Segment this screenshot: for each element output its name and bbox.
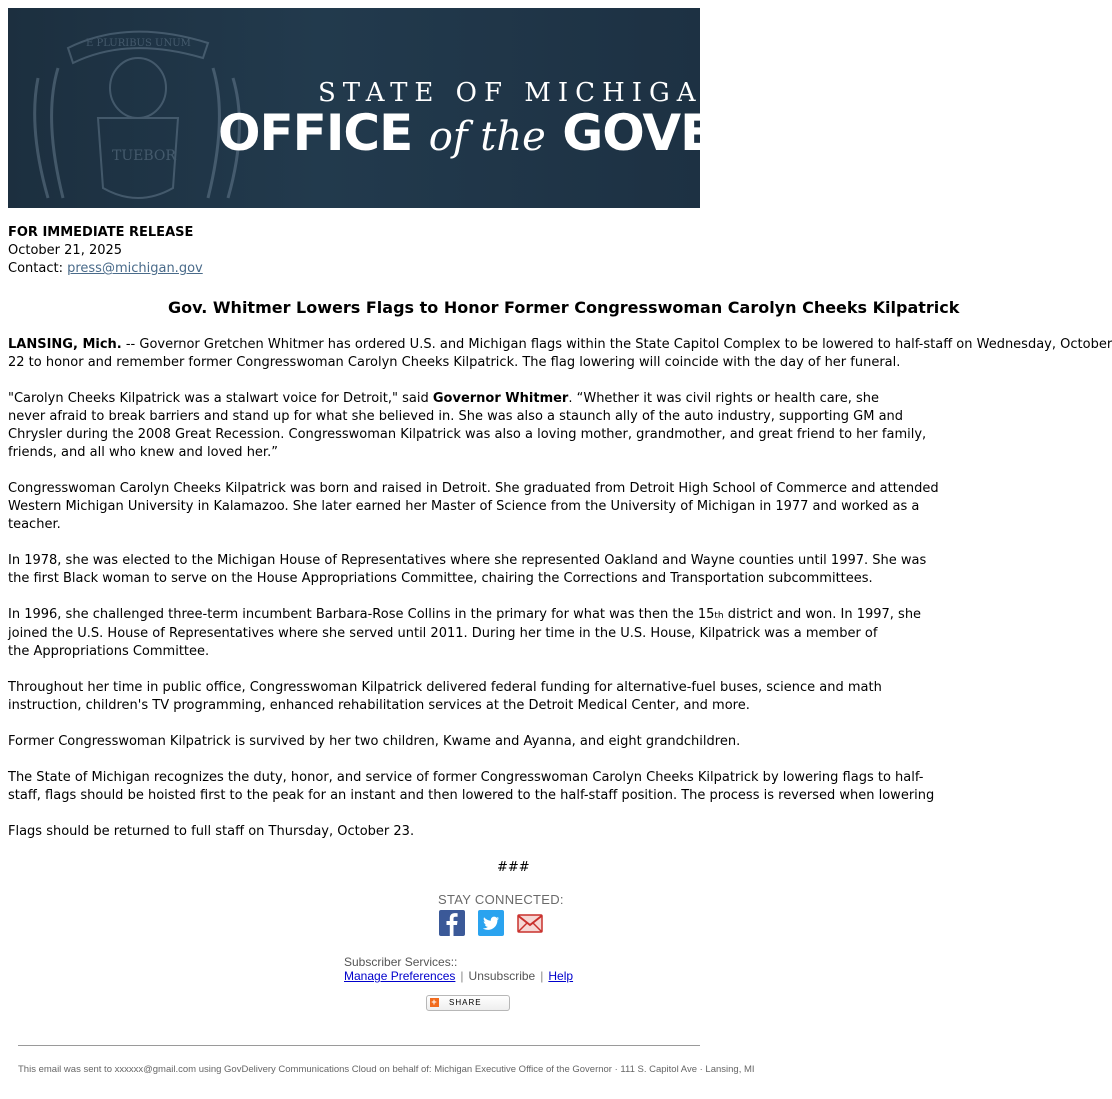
paragraph-9: Flags should be returned to full staff on Thursday, October 23.	[8, 824, 415, 839]
footer-divider	[18, 1045, 700, 1046]
paragraph-5: In 1996, she challenged three-term incumbent Barbara-Rose Collins in the primary for what was then the 15th district and won. In 1997, she joined the U.S. House of Representatives where she served until 2011. During her time in the U.S. House, Kilpatrick was a member of the Appropriations Committee.	[8, 607, 922, 659]
office-title: OFFICE of the GOVERNOR	[218, 104, 871, 162]
paragraph-4: In 1978, she was elected to the Michigan House of Representatives where she represented Oakland and Wayne counties until 1997. She was the first Black woman to serve on the House Appropriations Committee, chairing the Corrections and Transportation subcommittees.	[8, 553, 927, 586]
subscriber-services-label: Subscriber Services::	[344, 955, 458, 969]
email-icon[interactable]	[517, 910, 543, 936]
stay-connected-label: STAY CONNECTED:	[438, 892, 564, 907]
twitter-icon[interactable]	[478, 910, 504, 936]
subscriber-services: Subscriber Services:: Manage Preferences | Unsubscribe | Help	[344, 955, 574, 983]
share-label: SHARE	[449, 998, 482, 1007]
paragraph-7: Former Congresswoman Kilpatrick is survived by her two children, Kwame and Ayanna, and eight grandchildren.	[8, 734, 741, 749]
svg-text:E PLURIBUS UNUM: E PLURIBUS UNUM	[86, 38, 191, 49]
press-release-body	[8, 336, 1112, 859]
svg-text:TUEBOR: TUEBOR	[112, 148, 176, 164]
share-button[interactable]	[426, 995, 510, 1011]
manage-preferences-link[interactable]: Manage Preferences	[344, 969, 456, 983]
paragraph-8: The State of Michigan recognizes the duty, honor, and service of former Congresswoman Carolyn Cheeks Kilpatrick by lowering flags to half- staff, flags should be hoisted first to the peak for an instant and then lowered to the half-staff position. The process is reversed when lowering	[8, 770, 935, 803]
press-release-headline: Gov. Whitmer Lowers Flags to Honor Former Congresswoman Carolyn Cheeks Kilpatrick	[168, 298, 960, 317]
release-date: October 21, 2025	[8, 243, 123, 258]
contact-line: Contact: press@michigan.gov	[8, 261, 203, 276]
paragraph-3: Congresswoman Carolyn Cheeks Kilpatrick was born and raised in Detroit. She graduated from Detroit High School of Commerce and attended Western Michigan University in Kalamazoo. She later earned her Master of Science from the University of Michigan in 1977 and worked as a teacher.	[8, 481, 939, 532]
footer-text: This email was sent to xxxxxx@gmail.com using GovDelivery Communications Cloud on behalf of: Michigan Executive Office of the Governor · 111 S. Capitol Ave · Lansing, MI	[18, 1064, 755, 1075]
paragraph-6: Throughout her time in public office, Congresswoman Kilpatrick delivered federal funding for alternative-fuel buses, science and math instruction, children's TV programming, enhanced rehabilitation services at the Detroit Medical Center, and more.	[8, 680, 882, 713]
paragraph-2: "Carolyn Cheeks Kilpatrick was a stalwart voice for Detroit," said Governor Whitmer. “Whether it was civil rights or health care, she never afraid to break barriers and stand up for what she believed in. She was also a staunch ally of the auto industry, supporting GM and Chrysler during the 2008 Great Recession. Congresswoman Kilpatrick was also a loving mother, grandmother, and great friend to her family, friends, and all who knew and loved her.”	[8, 391, 927, 460]
help-link[interactable]: Help	[548, 969, 574, 983]
release-meta	[8, 224, 203, 278]
end-marks: ###	[497, 860, 530, 875]
state-title: STATE OF MICHIGAN	[318, 78, 733, 108]
plus-icon: +	[431, 997, 438, 1007]
paragraph-1: LANSING, Mich. -- Governor Gretchen Whitmer has ordered U.S. and Michigan flags within the State Capitol Complex to be lowered to half-staff on Wednesday, October 22 to honor and remember former Congresswoman Carolyn Cheeks Kilpatrick. The flag lowering will coincide with the day of her funeral.	[8, 337, 1112, 370]
header-banner	[8, 8, 871, 208]
contact-email-link[interactable]: press@michigan.gov	[67, 261, 203, 276]
facebook-icon[interactable]	[439, 910, 465, 936]
release-label: FOR IMMEDIATE RELEASE	[8, 225, 194, 240]
unsubscribe-link[interactable]: Unsubscribe	[468, 969, 536, 983]
